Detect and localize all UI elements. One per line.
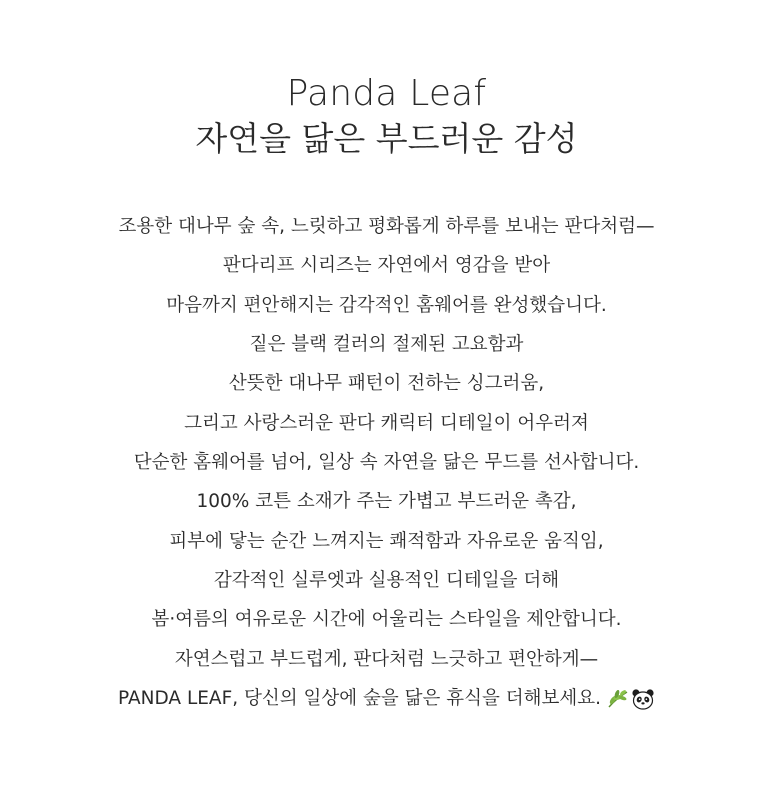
description-line [0,364,773,403]
description-line-text: 감각적인 실루엣과 실용적인 디테일을 더해 [213,570,560,592]
description-line [0,640,773,679]
description-line [0,207,773,246]
description-line [0,561,773,600]
description-line-text: 자연스럽고 부드럽게, 판다처럼 느긋하고 편안하게— [174,648,599,670]
description-line-text: 마음까지 편안해지는 감각적인 홈웨어를 완성했습니다. [166,294,607,316]
description-line [0,600,773,639]
description-line-text: 피부에 닿는 순간 느껴지는 쾌적함과 자유로운 움직임, [169,530,604,552]
description-line-text: 산뜻한 대나무 패턴이 전하는 싱그러움, [228,373,545,395]
description-text [0,207,773,718]
description-line [0,522,773,561]
description-line-last [0,679,773,718]
description-line [0,404,773,443]
brand-subtitle: 자연을 닮은 부드러운 감성 [195,119,578,158]
description-line-text: PANDA LEAF, 당신의 일상에 숲을 닮은 휴식을 더해보세요. [118,688,601,710]
description-line-text: 그리고 사랑스러운 판다 캐릭터 디테일이 어우러져 [184,412,589,434]
description-line-text: 100% 코튼 소재가 주는 가볍고 부드러운 촉감, [196,491,577,513]
description-line [0,246,773,285]
description-line [0,325,773,364]
panda-icon [631,688,655,710]
description-line [0,286,773,325]
description-line-text: 봄·여름의 여유로운 시간에 어울리는 스타일을 제안합니다. [151,609,622,631]
herb-icon [607,689,629,709]
description-line-text: 판다리프 시리즈는 자연에서 영감을 받아 [222,255,551,277]
description-line-text: 조용한 대나무 숲 속, 느릿하고 평화롭게 하루를 보내는 판다처럼— [118,216,655,237]
description-line [0,443,773,482]
description-line [0,482,773,521]
description-line-text: 짙은 블랙 컬러의 절제된 고요함과 [249,334,524,356]
brand-title: Panda Leaf [286,73,487,114]
description-line-text: 단순한 홈웨어를 넘어, 일상 속 자연을 닮은 무드를 선사합니다. [133,452,640,474]
